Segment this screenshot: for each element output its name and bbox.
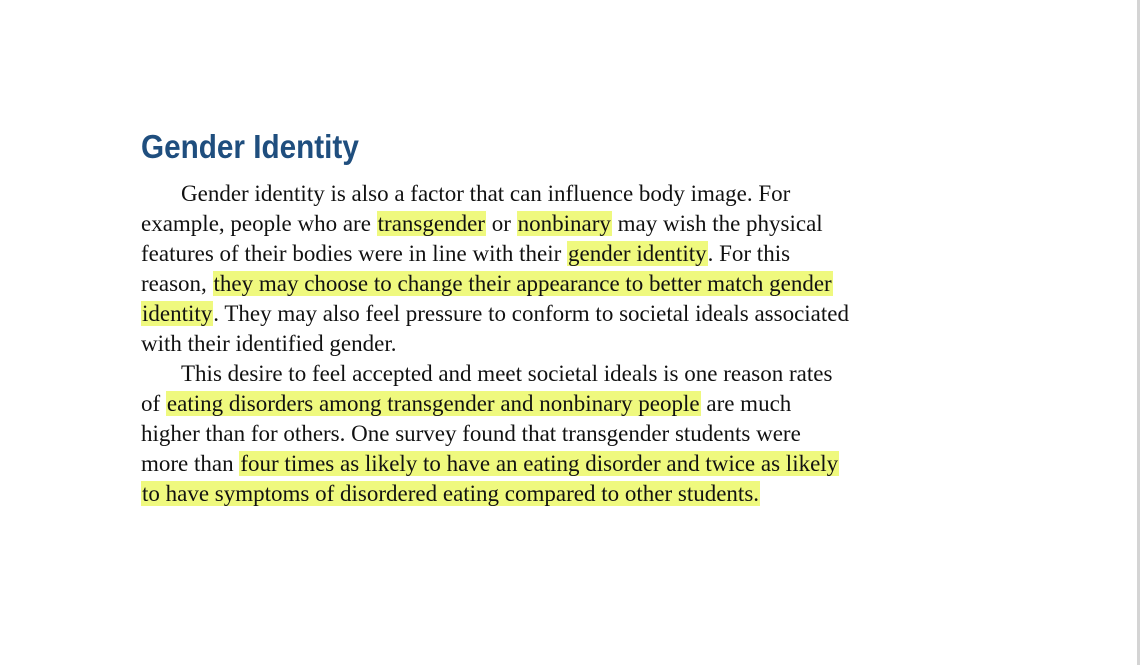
text-line <box>141 209 1011 239</box>
document-page <box>141 128 1011 509</box>
text-span: higher than for others. One survey found that transgender students were <box>141 421 801 446</box>
text-span: Gender identity is also a factor that can influence body image. For <box>181 181 791 206</box>
text-line <box>141 299 1011 329</box>
highlight-change-appearance-cont: identity <box>142 301 213 326</box>
text-span: . For this <box>707 241 791 266</box>
text-span: more than <box>141 451 240 476</box>
paragraph-2 <box>141 359 1011 509</box>
highlight-four-times-cont: to have symptoms of disordered eating compared to other students. <box>142 481 760 506</box>
highlight-change-appearance: they may choose to change their appearance to better match gender <box>213 271 832 296</box>
text-span: example, people who are <box>141 211 377 236</box>
text-line <box>141 479 1011 509</box>
highlight-nonbinary: nonbinary <box>517 211 611 236</box>
text-line <box>141 269 1011 299</box>
highlight-gender-identity: gender identity <box>568 241 707 266</box>
text-span: of <box>141 391 166 416</box>
highlight-transgender: transgender <box>377 211 485 236</box>
text-span: may wish the physical <box>611 211 823 236</box>
text-span: . They may also feel pressure to conform to societal ideals associated <box>213 301 849 326</box>
text-span: This desire to feel accepted and meet societal ideals is one reason rates <box>181 361 833 386</box>
text-line <box>141 179 1011 209</box>
highlight-four-times: four times as likely to have an eating disorder and twice as likely <box>240 451 839 476</box>
section-heading: Gender Identity <box>141 128 359 165</box>
text-span: are much <box>700 391 792 416</box>
text-line <box>141 419 1011 449</box>
text-line <box>141 329 1011 359</box>
text-span: features of their bodies were in line with their <box>141 241 567 266</box>
text-line <box>141 239 1011 269</box>
highlight-eating-disorders: eating disorders among transgender and nonbinary people <box>166 391 700 416</box>
text-line <box>141 389 1011 419</box>
text-span: with their identified gender. <box>141 331 397 356</box>
text-span: reason, <box>141 271 213 296</box>
text-span: or <box>485 211 517 236</box>
text-line <box>141 359 1011 389</box>
text-line <box>141 449 1011 479</box>
paragraph-1 <box>141 179 1011 359</box>
